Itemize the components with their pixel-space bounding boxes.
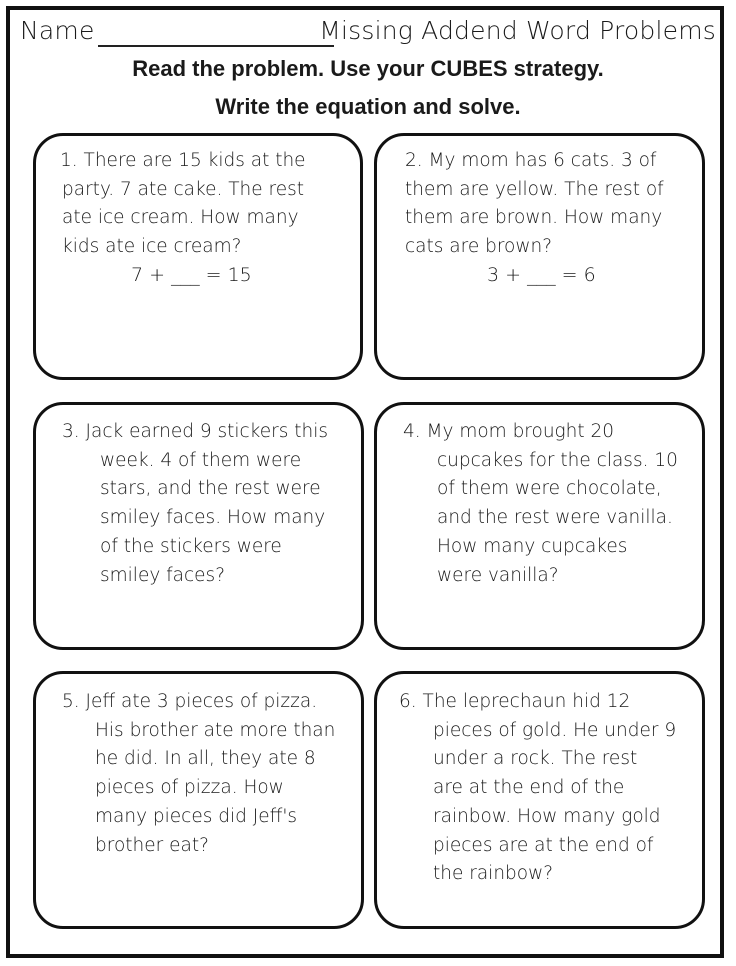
problem-line: rainbow. How many gold [433, 805, 661, 827]
problem-text-5 [62, 688, 335, 860]
problem-line: them are yellow. The rest of [405, 178, 664, 200]
problem-line: smiley faces? [100, 564, 226, 586]
problem-line: of the stickers were [100, 535, 282, 557]
problem-line: were vanilla? [437, 564, 559, 586]
problem-line: stars, and the rest were [100, 478, 321, 500]
problem-line: 3. Jack earned 9 stickers this [62, 421, 328, 442]
problem-line: of them were chocolate, [437, 478, 662, 500]
equation-1: 7 + ___ = 15 [131, 264, 252, 286]
problem-line: 4. My mom brought 20 [403, 421, 615, 442]
problem-card-3 [33, 402, 364, 650]
problem-card-6 [374, 671, 705, 929]
problem-text-4 [403, 418, 678, 590]
problem-line: 6. The leprechaun hid 12 [399, 691, 631, 712]
problem-line: 5. Jeff ate 3 pieces of pizza. [62, 691, 318, 712]
problem-line: 1. There are 15 kids at the [60, 150, 306, 171]
problem-text-2 [405, 147, 664, 262]
problem-line: pieces of pizza. How [95, 777, 284, 799]
instruction-line-1: Read the problem. Use your CUBES strategy. [132, 56, 604, 81]
problem-line: cupcakes for the class. 10 [437, 449, 678, 471]
problem-line: under a rock. The rest [433, 748, 638, 770]
worksheet-header [20, 12, 720, 52]
problem-line: he did. In all, they ate 8 [95, 748, 316, 770]
problem-line: kids ate ice cream? [62, 236, 242, 258]
name-label: Name [20, 16, 95, 45]
instruction-line-2: Write the equation and solve. [215, 94, 521, 119]
problem-line: are at the end of the [433, 777, 625, 799]
problem-line: many pieces did Jeff's [95, 805, 298, 827]
problem-line: How many cupcakes [437, 535, 628, 557]
name-blank-line[interactable] [98, 45, 334, 47]
problem-text-3 [62, 418, 328, 590]
problem-card-2 [374, 133, 705, 380]
problem-text-1 [60, 147, 306, 262]
problem-line: ate ice cream. How many [62, 207, 299, 229]
problem-line: pieces of gold. He under 9 [433, 719, 677, 741]
problem-line: His brother ate more than [95, 719, 336, 741]
problem-line: smiley faces. How many [100, 507, 326, 529]
equation-2: 3 + ___ = 6 [487, 264, 596, 286]
problem-card-5 [33, 671, 364, 929]
problem-line: them are brown. How many [405, 207, 663, 229]
problem-line: brother eat? [95, 834, 209, 856]
problem-card-4 [374, 402, 705, 650]
problem-line: and the rest were vanilla. [437, 507, 673, 529]
problem-line: party. 7 ate cake. The rest [62, 178, 304, 200]
worksheet-title: Missing Addend Word Problems [319, 16, 716, 45]
problem-line: cats are brown? [405, 236, 553, 258]
problem-text-6 [399, 688, 676, 889]
problem-line: the rainbow? [433, 863, 554, 885]
problem-line: pieces are at the end of [433, 834, 654, 856]
problem-card-1 [33, 133, 363, 380]
problem-line: week. 4 of them were [100, 449, 302, 471]
problem-line: 2. My mom has 6 cats. 3 of [405, 150, 657, 171]
